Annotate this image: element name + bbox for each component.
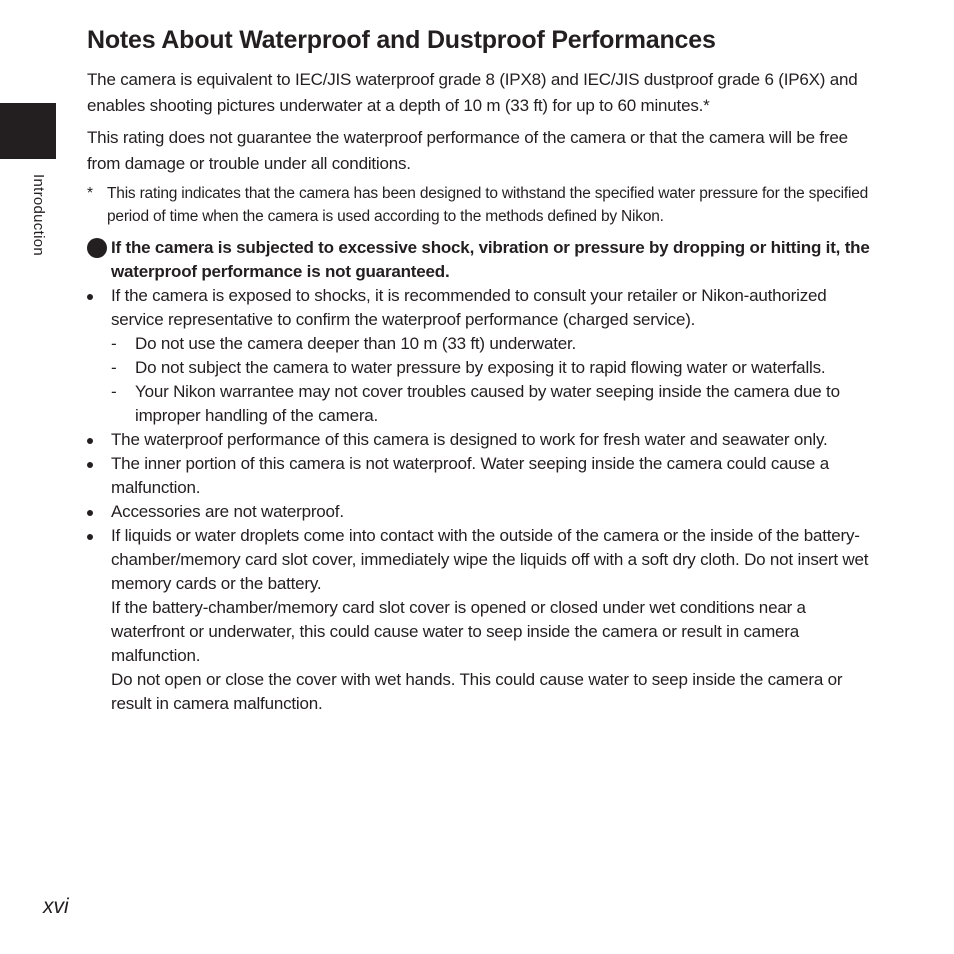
list-item-text: If liquids or water droplets come into contact with the outside of the camera or the inside of the battery-chamber/memory card slot cover, immediately wipe the liquids off with a soft dry cloth. Do not insert wet memory cards or the battery. <box>111 526 869 593</box>
bullet-icon <box>87 534 93 540</box>
list-item <box>87 428 877 452</box>
list-item <box>87 500 877 524</box>
bullet-icon <box>87 438 93 444</box>
sub-list-item-text: Your Nikon warrantee may not cover troubles caused by water seeping inside the camera due to improper handling of the camera. <box>135 382 840 425</box>
sub-list-item <box>111 380 877 428</box>
dash-mark: - <box>111 382 117 401</box>
list-item <box>87 524 877 716</box>
sub-list-item-text: Do not subject the camera to water pressure by exposing it to rapid flowing water or waterfalls. <box>135 358 826 377</box>
section-tab-label: Introduction <box>30 174 47 256</box>
bullet-icon <box>87 462 93 468</box>
caution-heading-text: If the camera is subjected to excessive shock, vibration or pressure by dropping or hitting it, the waterproof performance is not guaranteed. <box>111 238 870 281</box>
intro-paragraph-1: The camera is equivalent to IEC/JIS waterproof grade 8 (IPX8) and IEC/JIS dustproof grade 6 (IP6X) and enables shooting pictures underwater at a depth of 10 m (33 ft) for up to 60 minutes.* <box>87 70 858 115</box>
page-number: xvi <box>43 895 69 918</box>
footnote-mark: * <box>87 185 93 202</box>
list-item <box>87 284 877 428</box>
sub-list-item-text: Do not use the camera deeper than 10 m (33 ft) underwater. <box>135 334 577 353</box>
sub-list-item <box>111 332 877 356</box>
sub-list-item <box>111 356 877 380</box>
list-item-text: The inner portion of this camera is not waterproof. Water seeping inside the camera could cause a malfunction. <box>111 454 829 497</box>
page-title: Notes About Waterproof and Dustproof Performances <box>87 26 716 54</box>
footnote-text: This rating indicates that the camera has been designed to withstand the specified water pressure for the specified period of time when the camera is used according to the methods defined by Nikon. <box>107 185 869 225</box>
caution-bullet-icon <box>87 238 107 258</box>
list-item-text: If the camera is exposed to shocks, it is recommended to consult your retailer or Nikon-authorized service representative to confirm the waterproof performance (charged service). <box>111 286 827 329</box>
list-item-paragraph: If the battery-chamber/memory card slot cover is opened or closed under wet conditions near a waterfront or underwater, this could cause water to seep inside the camera or result in camera malfunction. <box>111 598 806 665</box>
list-item-text: The waterproof performance of this camera is designed to work for fresh water and seawater only. <box>111 430 828 449</box>
page-content <box>87 24 877 716</box>
list-item-text: Accessories are not waterproof. <box>111 502 344 521</box>
intro-paragraph-2: This rating does not guarantee the waterproof performance of the camera or that the camera will be free from damage or trouble under all conditions. <box>87 128 848 173</box>
sub-list <box>111 332 877 428</box>
list-item-paragraph: Do not open or close the cover with wet hands. This could cause water to seep inside the camera or result in camera malfunction. <box>111 670 843 713</box>
list-item <box>87 452 877 500</box>
dash-mark: - <box>111 334 117 353</box>
bullet-icon <box>87 294 93 300</box>
section-tab-marker <box>0 103 56 159</box>
bullet-icon <box>87 510 93 516</box>
caution-heading <box>87 236 877 284</box>
notes-list <box>87 284 877 716</box>
dash-mark: - <box>111 358 117 377</box>
footnote <box>87 183 877 228</box>
